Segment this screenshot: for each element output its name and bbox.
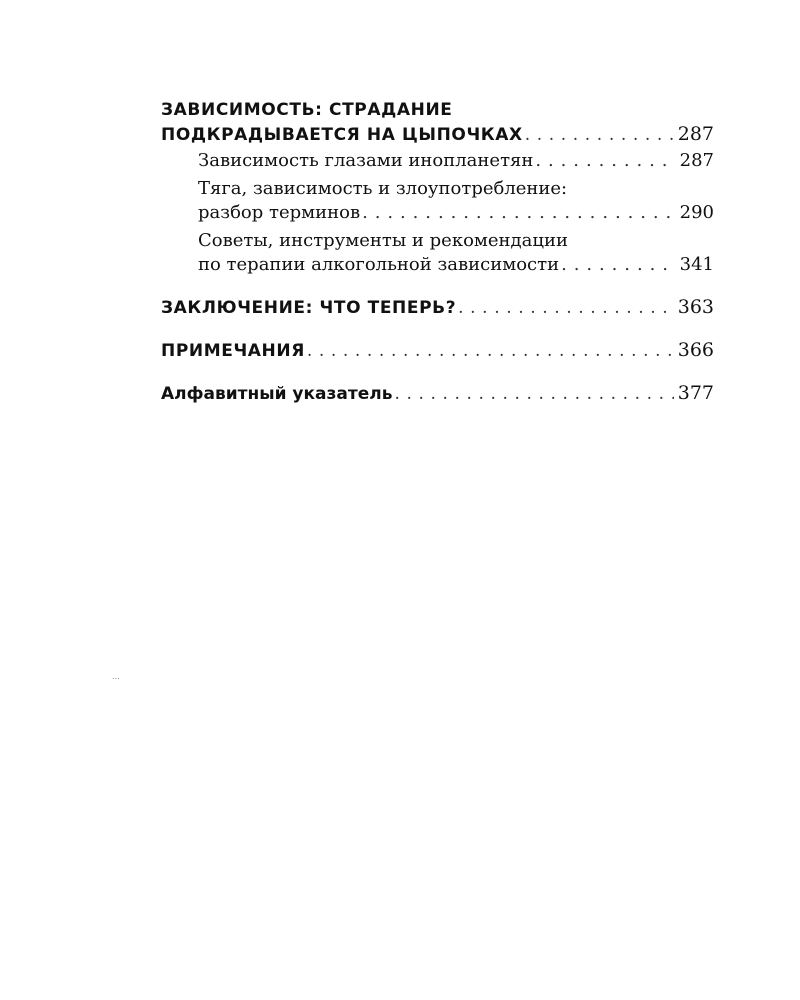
table-of-contents — [161, 98, 714, 406]
dot-leader — [394, 382, 673, 406]
toc-page-number: 287 — [677, 123, 714, 145]
toc-section-conclusion[interactable] — [161, 295, 714, 320]
toc-section-title-line2: ПОДКРАДЫВАЕТСЯ НА ЦЫПОЧКАХ — [161, 125, 523, 145]
toc-subsection-title: Зависимость глазами инопланетян — [198, 150, 534, 171]
toc-subsection-aliens[interactable] — [161, 149, 714, 173]
toc-page-number: 377 — [677, 382, 714, 404]
toc-subsection-title-line1: Тяга, зависимость и злоупотребление: — [198, 178, 568, 199]
toc-section-index[interactable] — [161, 381, 714, 406]
toc-section-title-line1: ЗАВИСИМОСТЬ: СТРАДАНИЕ — [161, 100, 453, 120]
dot-leader — [561, 253, 676, 277]
toc-page-number: 366 — [677, 339, 714, 361]
toc-page-number: 290 — [679, 202, 714, 223]
dot-leader — [362, 201, 676, 225]
toc-page-number: 363 — [677, 296, 714, 318]
toc-page-number: 287 — [679, 150, 714, 171]
toc-subsection-therapy[interactable] — [161, 229, 714, 277]
toc-section-title: ЗАКЛЮЧЕНИЕ: ЧТО ТЕПЕРЬ? — [161, 298, 457, 318]
page-mark: ... — [112, 672, 120, 681]
toc-subsection-terms[interactable] — [161, 177, 714, 225]
toc-subsection-title-line2: по терапии алкогольной зависимости — [198, 254, 560, 275]
dot-leader — [535, 149, 675, 173]
toc-subsection-title-line1: Советы, инструменты и рекомендации — [198, 230, 568, 251]
toc-section-addiction[interactable] — [161, 98, 714, 147]
toc-subsection-title-line2: разбор терминов — [198, 202, 361, 223]
toc-section-title: ПРИМЕЧАНИЯ — [161, 341, 305, 361]
dot-leader — [525, 123, 674, 147]
dot-leader — [307, 339, 674, 363]
toc-page-number: 341 — [679, 254, 714, 275]
toc-section-title: Алфавитный указатель — [161, 384, 393, 404]
toc-section-notes[interactable] — [161, 338, 714, 363]
dot-leader — [458, 296, 674, 320]
